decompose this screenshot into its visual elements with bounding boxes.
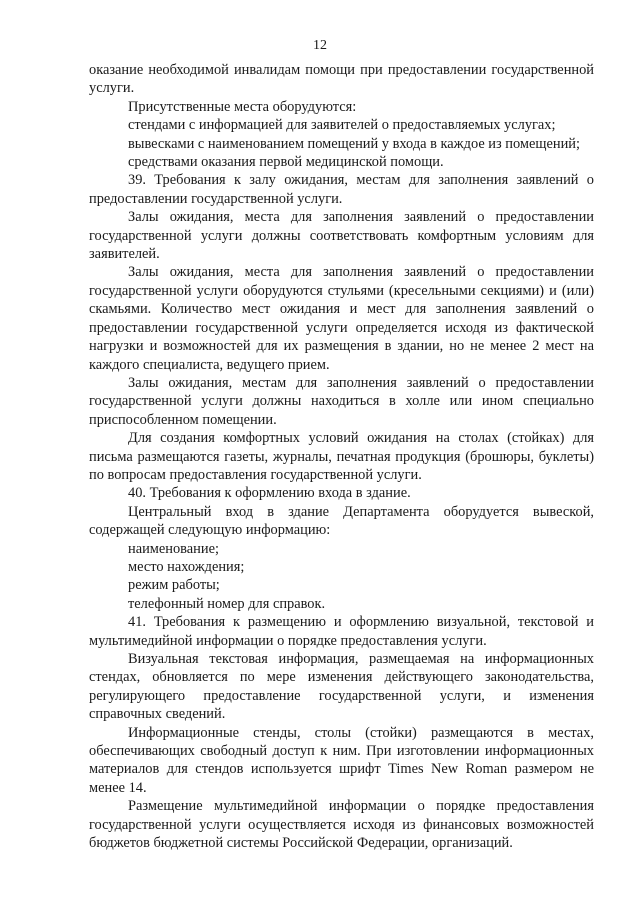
paragraph: Присутственные места оборудуются: bbox=[128, 98, 357, 115]
paragraph: Визуальная текстовая информация, размещаемая на информационных стендах, обновляется по мере изменения действующего законодательства, регулирующего предоставление государственной услуги, и изменения справочных сведений. bbox=[89, 651, 594, 723]
document-body bbox=[89, 61, 594, 852]
paragraph: Залы ожидания, местам для заполнения заявлений о предоставлении государственной услуги должны находиться в холле или ином специально приспособленном помещении. bbox=[89, 374, 594, 428]
section-heading-40: 40. Требования к оформлению входа в здание. bbox=[128, 485, 411, 502]
paragraph: Центральный вход в здание Департамента оборудуется вывеской, содержащей следующую информацию: bbox=[89, 503, 594, 539]
list-item: телефонный номер для справок. bbox=[128, 595, 326, 612]
paragraph: Размещение мультимедийной информации о порядке предоставления государственной услуги осуществляется исходя из финансовых возможностей бюджетов бюджетной системы Российской Федерации, организаций. bbox=[89, 798, 594, 852]
page-number: 12 bbox=[313, 38, 327, 53]
paragraph: Информационные стенды, столы (стойки) размещаются в местах, обеспечивающих свободный доступ к ним. При изготовлении информационных материалов для стендов используется шрифт Times New Roman размером не менее 14. bbox=[89, 724, 594, 796]
section-heading-41: 41. Требования к размещению и оформлению визуальной, текстовой и мультимедийной информации о порядке предоставления услуги. bbox=[89, 614, 594, 649]
paragraph: оказание необходимой инвалидам помощи при предоставлении государственной услуги. bbox=[89, 62, 594, 97]
paragraph: Залы ожидания, места для заполнения заявлений о предоставлении государственной услуги должны соответствовать комфортным условиям для заявителей. bbox=[89, 209, 594, 263]
list-item: режим работы; bbox=[128, 577, 220, 594]
list-item: стендами с информацией для заявителей о предоставляемых услугах; bbox=[128, 117, 556, 134]
list-item: наименование; bbox=[128, 540, 219, 557]
paragraph: Для создания комфортных условий ожидания на столах (стойках) для письма размещаются газеты, журналы, печатная продукция (брошюры, буклеты) по вопросам предоставления государственной услуги. bbox=[89, 430, 594, 483]
list-item: вывесками с наименованием помещений у входа в каждое из помещений; bbox=[128, 135, 580, 152]
paragraph: Залы ожидания, места для заполнения заявлений о предоставлении государственной услуги оборудуются стульями (кресельными секциями) и (или) скамьями. Количество мест ожидания и мест для заполнения заявлений о предоставлении государственной услуги определяется исходя из фактической нагрузки и возможностей для их размещения в здании, но не менее 2 мест на каждого специалиста, ведущего прием. bbox=[89, 264, 594, 373]
list-item: средствами оказания первой медицинской помощи. bbox=[128, 154, 444, 171]
list-item: место нахождения; bbox=[128, 558, 245, 575]
section-heading-39: 39. Требования к залу ожидания, местам для заполнения заявлений о предоставлении государственной услуги. bbox=[89, 172, 594, 207]
